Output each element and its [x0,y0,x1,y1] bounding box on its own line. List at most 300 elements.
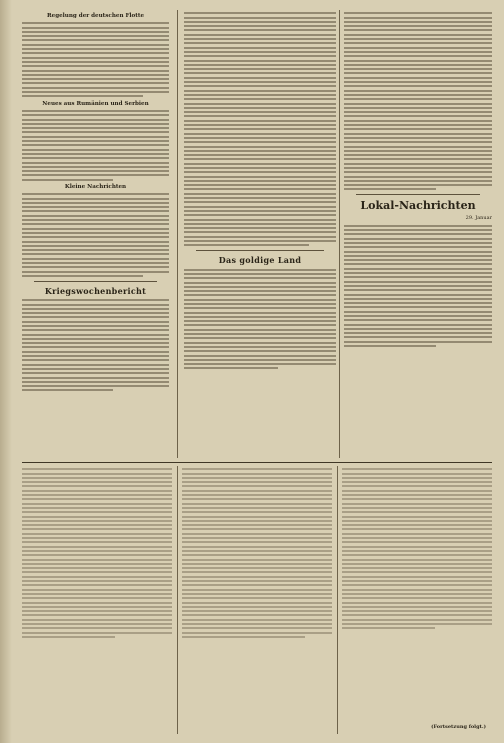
article-heading: Neues aus Rumänien und Serbien [42,100,149,107]
text-line [184,21,336,23]
text-line [342,554,492,556]
text-line [344,238,492,240]
text-line [344,81,492,83]
text-line [344,180,492,182]
text-line [182,546,332,548]
text-line [184,227,336,229]
text-line [182,541,332,543]
text-line [22,206,169,208]
text-line [22,584,172,586]
upper-section [22,10,492,458]
text-line [344,259,492,261]
text-line [22,48,169,50]
text-line [22,593,172,595]
text-line [22,563,172,565]
text-line [184,312,336,314]
text-line [22,623,172,625]
text-line [184,141,336,143]
text-line [22,275,143,277]
text-line [182,533,332,535]
text-line [22,241,169,243]
text-line [344,85,492,87]
text-line [22,576,172,578]
text-line [344,167,492,169]
text-line [184,150,336,152]
article-heading: Kriegswochenbericht [44,285,147,296]
text-line [22,494,172,496]
text-line [182,606,332,608]
text-line [184,346,336,348]
text-line [344,60,492,62]
article-heading: Regelung der deutschen Flotte [46,13,145,19]
text-line [184,81,336,83]
text-line [182,559,332,561]
text-line [184,269,336,271]
text-line [184,286,336,288]
text-line [22,614,172,616]
text-line [184,367,278,369]
text-line [184,107,336,109]
text-line [184,303,336,305]
text-line [184,38,336,40]
text-line [22,516,172,518]
column-2 [184,10,336,458]
text-line [184,17,336,19]
text-line [182,593,332,595]
text-line [22,219,169,221]
text-line [22,149,169,151]
text-line [22,228,169,230]
text-line [184,98,336,100]
text-line [344,77,492,79]
text-line [184,355,336,357]
text-line [184,115,336,117]
text-line [184,167,336,169]
text-line [22,359,169,361]
text-line [22,550,172,552]
text-line [184,171,336,173]
text-line [184,206,336,208]
text-line [22,554,172,556]
text-line [182,614,332,616]
text-line [342,610,492,612]
text-line [344,263,492,265]
text-line [182,602,332,604]
text-line [22,567,172,569]
text-line [184,158,336,160]
text-line [22,477,172,479]
text-line [182,554,332,556]
text-line [344,124,492,126]
text-line [184,223,336,225]
text-line [344,324,492,326]
text-line [342,559,492,561]
text-line [22,485,172,487]
text-line [184,333,336,335]
text-line [344,294,492,296]
text-line [342,477,492,479]
text-line [344,268,492,270]
text-line [184,34,336,36]
text-line [184,188,336,190]
text-line [344,38,492,40]
text-line [342,541,492,543]
text-line [184,176,336,178]
text-line [344,25,492,27]
text-line [184,90,336,92]
text-line [184,231,336,233]
text-line [344,141,492,143]
feuilleton-column-1 [22,466,172,734]
text-line [342,468,492,470]
text-line [344,233,492,235]
text-line [184,236,336,238]
text-line [184,72,336,74]
text-line [22,325,169,327]
text-line [344,42,492,44]
text-line [344,55,492,57]
text-line [344,29,492,31]
text-line [22,377,169,379]
text-line [22,312,169,314]
text-line [184,111,336,113]
text-line [22,627,172,629]
text-line [342,507,492,509]
text-line [22,52,169,54]
text-line [22,304,169,306]
text-line [184,201,336,203]
text-line [22,57,169,59]
text-line [22,166,169,168]
text-line [182,473,332,475]
text-line [22,119,169,121]
text-line [182,632,332,634]
text-line [342,481,492,483]
text-line [182,477,332,479]
text-line [22,266,169,268]
text-line [344,90,492,92]
text-line [184,180,336,182]
text-line [22,262,169,264]
text-line [344,272,492,274]
text-line [184,42,336,44]
text-line [184,214,336,216]
text-line [22,87,169,89]
text-line [184,163,336,165]
text-line [22,533,172,535]
text-line [22,473,172,475]
text-line [22,481,172,483]
feuilleton-divider [22,462,492,463]
text-line [342,520,492,522]
text-line [22,236,169,238]
column-divider [337,466,338,734]
text-line [22,632,172,634]
text-line [22,385,169,387]
text-line [22,299,169,301]
text-line [344,98,492,100]
text-line [342,623,492,625]
text-line [22,602,172,604]
text-line [342,516,492,518]
text-line [184,60,336,62]
text-line [342,524,492,526]
text-line [344,128,492,130]
text-line [22,82,169,84]
text-line [184,103,336,105]
text-line [22,131,169,133]
text-line [22,606,172,608]
text-line [342,494,492,496]
text-line [22,329,169,331]
text-line [184,277,336,279]
text-line [184,299,336,301]
text-line [342,533,492,535]
text-line [182,597,332,599]
text-line [342,550,492,552]
text-line [22,503,172,505]
text-line [342,589,492,591]
text-line [182,623,332,625]
text-line [184,55,336,57]
text-line [22,636,115,638]
text-line [22,179,113,181]
text-line [182,503,332,505]
text-line [184,51,336,53]
text-line [342,597,492,599]
text-line [22,193,169,195]
text-line [22,65,169,67]
text-line [184,363,336,365]
text-line [22,202,169,204]
text-line [342,606,492,608]
text-line [22,136,169,138]
text-line [182,563,332,565]
text-line [22,245,169,247]
text-line [342,627,435,629]
text-line [182,498,332,500]
text-line [22,597,172,599]
text-line [22,22,169,24]
text-line [22,153,169,155]
text-line [344,251,492,253]
text-line [344,150,492,152]
text-line [342,498,492,500]
text-line [344,12,492,14]
article-heading: Kleine Nachrichten [64,183,127,190]
text-line [344,115,492,117]
text-line [22,372,169,374]
text-line [22,498,172,500]
text-line [182,589,332,591]
text-line [344,72,492,74]
text-line [344,34,492,36]
text-line [344,111,492,113]
text-line [22,110,169,112]
text-line [22,490,172,492]
text-line [182,584,332,586]
text-line [344,120,492,122]
text-line [22,215,169,217]
text-line [344,47,492,49]
text-line [344,68,492,70]
text-line [184,290,336,292]
text-line [184,193,336,195]
text-line [22,70,169,72]
text-line [22,524,172,526]
text-line [344,229,492,231]
text-line [22,35,169,37]
column-1 [22,10,169,458]
text-line [184,29,336,31]
text-line [22,78,169,80]
text-line [184,184,336,186]
text-line [22,170,169,172]
text-line [22,271,169,273]
text-line [344,255,492,257]
text-line [22,346,169,348]
text-line [182,636,305,638]
text-line [22,308,169,310]
text-line [184,120,336,122]
text-line [184,324,336,326]
text-line [184,337,336,339]
text-line [22,210,169,212]
text-line [182,481,332,483]
text-line [22,162,169,164]
text-line [184,133,336,135]
text-line [342,593,492,595]
text-line [22,174,169,176]
text-line [344,176,492,178]
text-line [344,154,492,156]
text-line [22,559,172,561]
text-line [184,294,336,296]
text-line [22,91,169,93]
text-line [344,103,492,105]
text-line [344,163,492,165]
text-line [344,276,492,278]
text-line [22,232,169,234]
text-line [22,389,113,391]
text-line [22,95,143,97]
text-line [342,503,492,505]
text-line [22,507,172,509]
text-line [182,516,332,518]
text-line [182,619,332,621]
column-divider [177,10,178,458]
text-line [344,21,492,23]
text-line [344,51,492,53]
text-line [184,219,336,221]
text-line [22,342,169,344]
article-separator [34,281,157,282]
text-line [22,114,169,116]
text-line [342,528,492,530]
text-line [342,511,492,513]
text-line [182,576,332,578]
article-heading: Das goldige Land [218,255,302,266]
text-line [344,345,436,347]
text-line [344,146,492,148]
text-line [22,546,172,548]
text-line [344,246,492,248]
text-line [344,17,492,19]
text-line [184,316,336,318]
text-line [184,240,336,242]
text-line [182,520,332,522]
text-line [342,567,492,569]
text-line [184,329,336,331]
text-line [22,381,169,383]
text-line [342,576,492,578]
text-line [342,602,492,604]
text-line [184,47,336,49]
text-line [344,306,492,308]
text-line [344,133,492,135]
text-line [182,571,332,573]
text-line [184,154,336,156]
text-line [182,627,332,629]
text-line [182,490,332,492]
text-line [22,619,172,621]
text-line [22,351,169,353]
text-line [182,468,332,470]
text-line [182,485,332,487]
text-line [184,210,336,212]
text-line [22,610,172,612]
text-line [344,328,492,330]
text-line [184,85,336,87]
text-line [22,140,169,142]
text-line [344,64,492,66]
text-line [342,537,492,539]
text-line [22,468,172,470]
section-date: 29. Januar [465,215,492,222]
text-line [22,537,172,539]
text-line [22,355,169,357]
text-line [22,528,172,530]
text-line [344,336,492,338]
text-line [22,580,172,582]
text-line [22,27,169,29]
text-line [342,614,492,616]
text-line [344,171,492,173]
text-line [184,94,336,96]
text-line [184,197,336,199]
text-line [344,289,492,291]
text-line [184,307,336,309]
text-line [184,350,336,352]
page-binding-shadow [0,0,12,743]
feuilleton-section [22,466,492,734]
text-line [184,68,336,70]
text-line [22,258,169,260]
text-line [184,359,336,361]
text-line [342,619,492,621]
article-separator [356,194,480,195]
text-line [184,320,336,322]
text-line [342,473,492,475]
text-line [344,319,492,321]
text-line [22,541,172,543]
text-line [182,580,332,582]
text-line [344,137,492,139]
text-line [22,253,169,255]
text-line [184,146,336,148]
text-line [22,520,172,522]
text-line [22,157,169,159]
